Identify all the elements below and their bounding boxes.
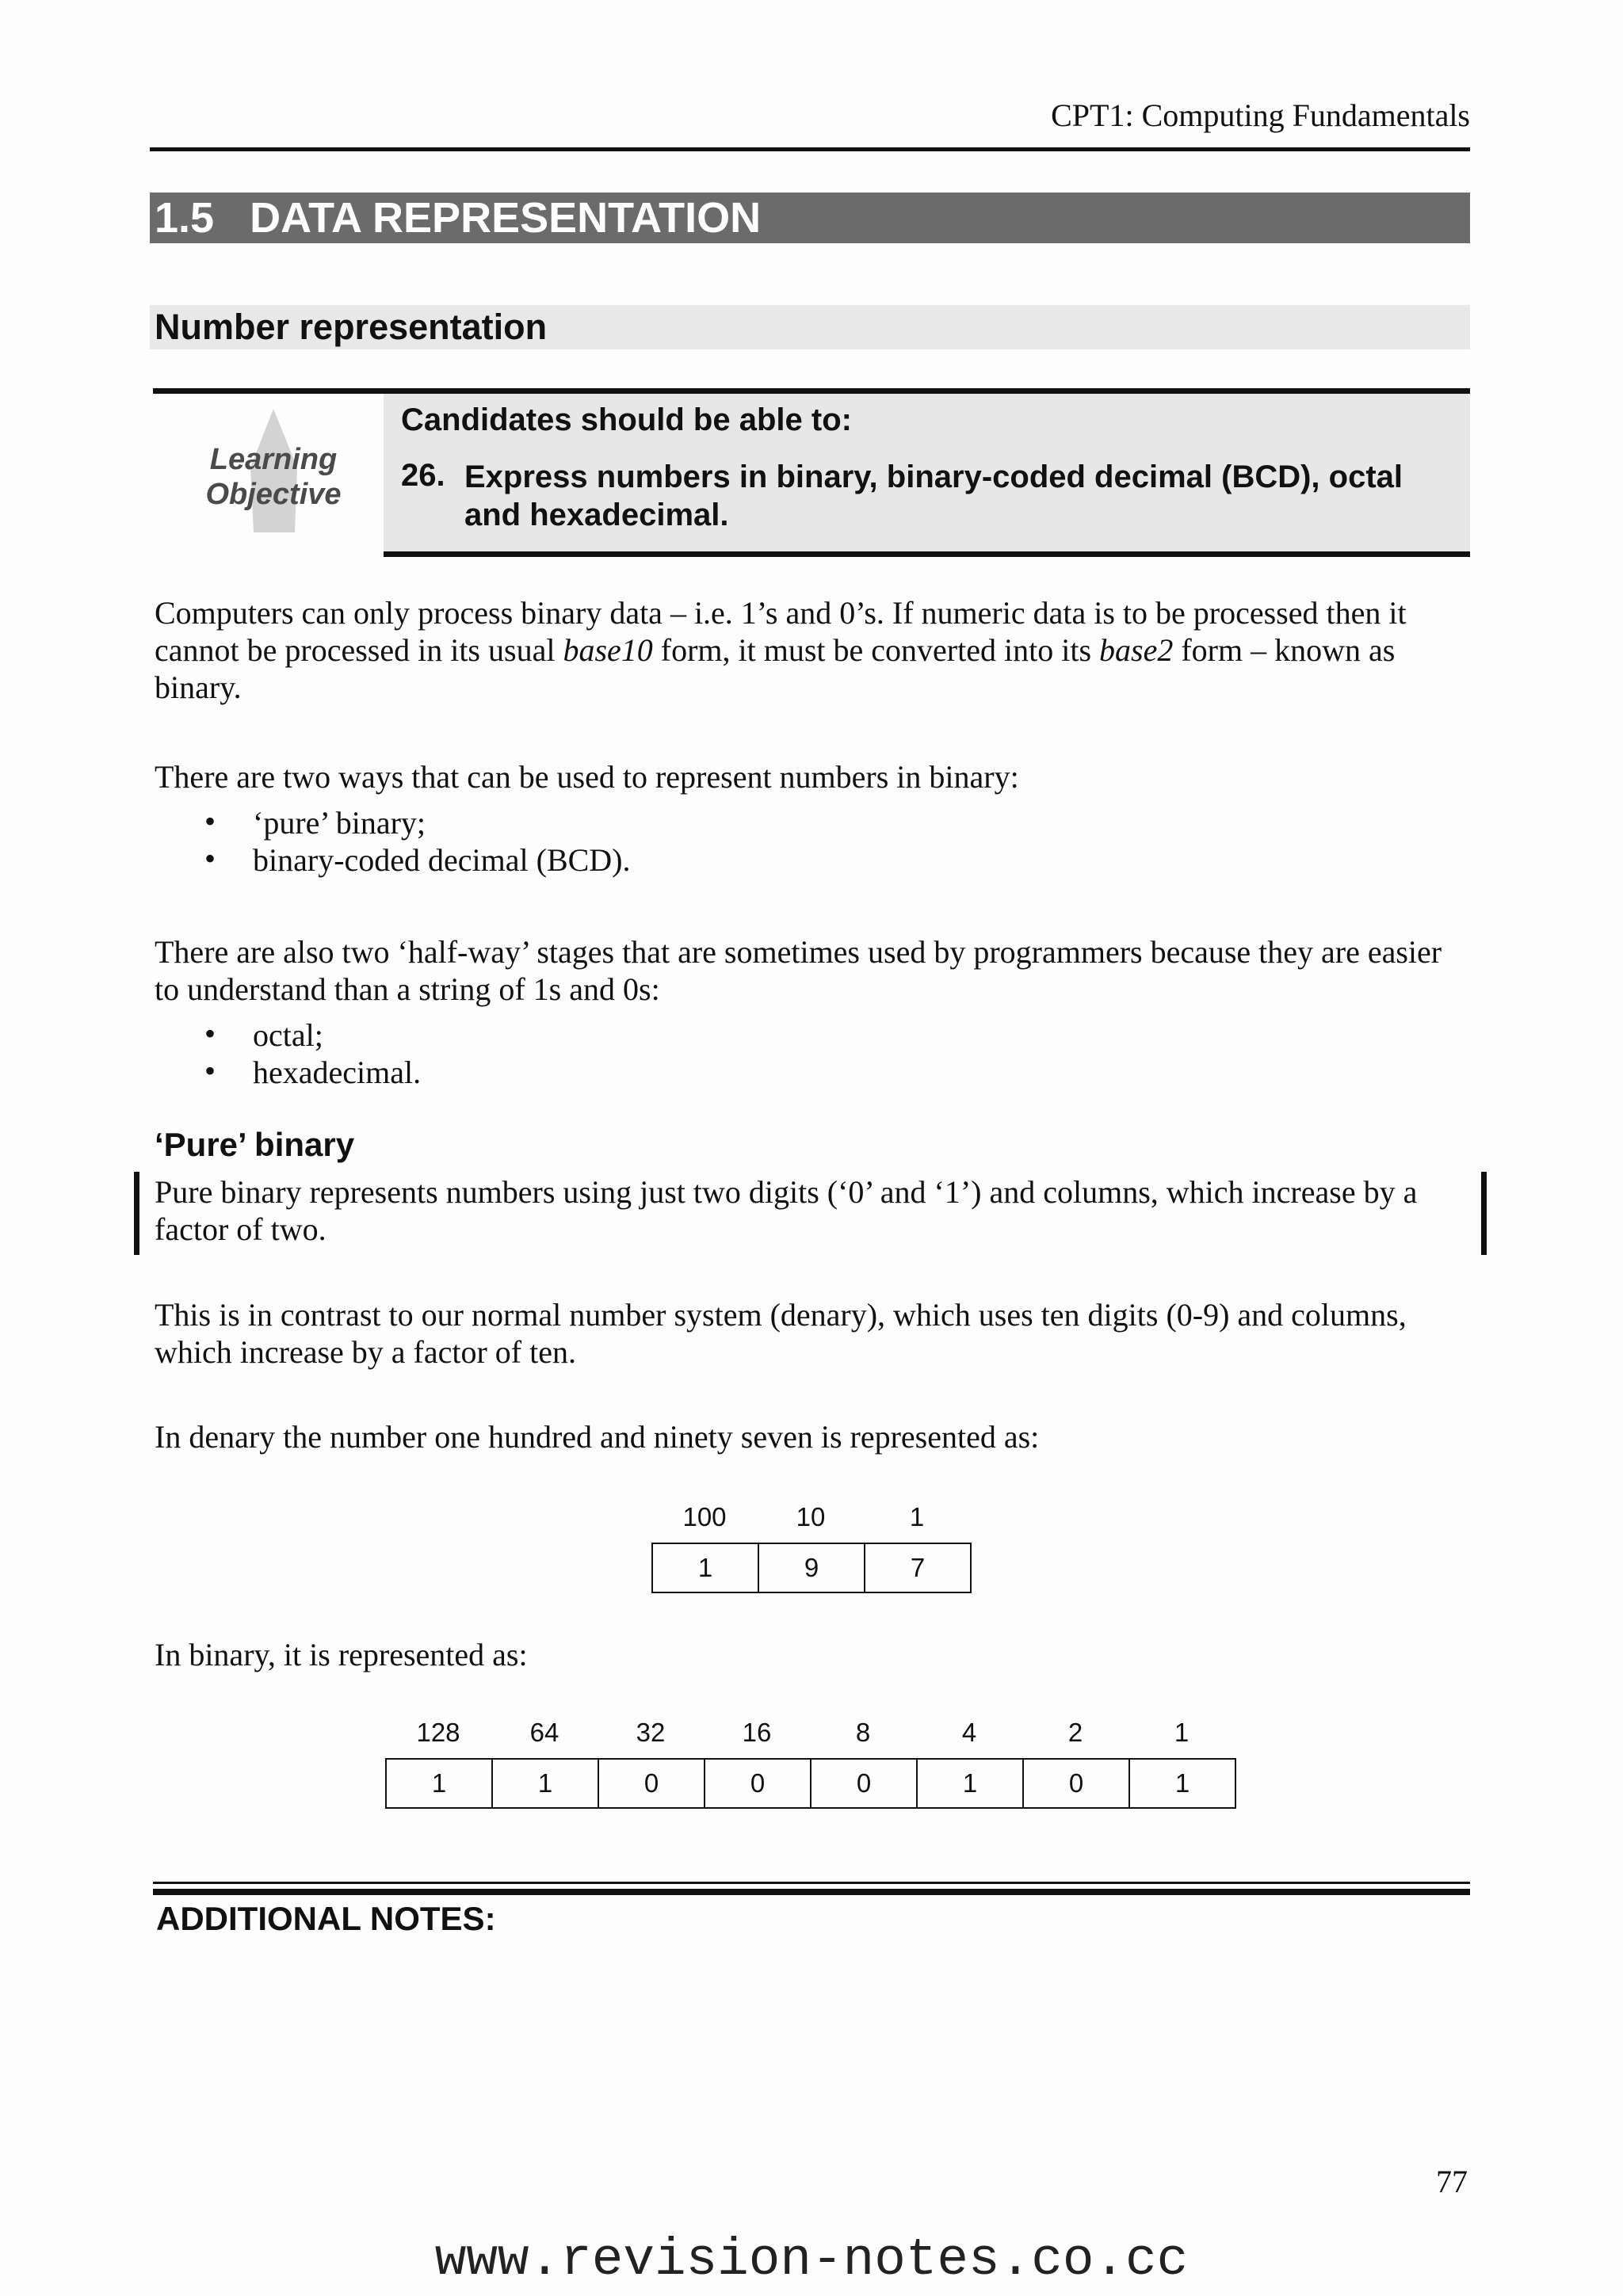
table-cell: 7	[910, 1553, 926, 1582]
subsection-title: Number representation	[150, 305, 1470, 349]
running-header: CPT1: Computing Fundamentals	[1051, 97, 1470, 133]
halfway-lead: There are also two ‘half-way’ stages that are sometimes used by programmers because they are easier to understand than a string of 1s and 0s:	[155, 934, 1442, 1007]
intro-text-2: form, it must be converted into its	[652, 632, 1100, 668]
list-item: ‘pure’ binary;	[253, 805, 426, 841]
table-header-cell: 8	[855, 1718, 871, 1747]
notes-rule-thin	[153, 1882, 1470, 1884]
table-cell: 1	[387, 1760, 493, 1807]
section-title: 1.5 DATA REPRESENTATION	[150, 193, 1470, 243]
learning-objective-logo	[190, 404, 357, 539]
denary-table-headers	[651, 1502, 970, 1532]
objective-number: 26.	[401, 458, 445, 493]
intro-text-1: Computers can only process binary data – i.e. 1’s and 0’s. If numeric data is to be processed then it cannot be processed in its usual	[155, 595, 1407, 668]
table-header-cell: 16	[742, 1718, 772, 1747]
objective-top-rule	[153, 388, 1470, 394]
pure-binary-paragraph-2: This is in contrast to our normal number system (denary), which uses ten digits (0-9) and columns, which increase by a factor of ten.	[155, 1297, 1407, 1370]
table-header-cell: 64	[529, 1718, 559, 1747]
additional-notes-heading: ADDITIONAL NOTES:	[156, 1900, 496, 1937]
intro-text-3: form – known as binary.	[155, 632, 1396, 705]
header-rule	[150, 147, 1470, 151]
intro-emphasis-base10: base10	[563, 632, 653, 668]
intro-emphasis-base2: base2	[1099, 632, 1174, 668]
table-cell: 1	[1174, 1768, 1190, 1798]
list-item: hexadecimal.	[253, 1055, 422, 1090]
table-header-cell: 100	[682, 1502, 727, 1531]
table-cell: 0	[705, 1760, 812, 1807]
bullet-icon: •	[204, 1053, 216, 1089]
table-cell: 0	[1024, 1760, 1130, 1807]
logo-text-line1: Learning	[209, 443, 338, 476]
table-header-cell: 1	[1174, 1718, 1190, 1747]
watermark: www.revision-notes.co.cc	[434, 2230, 1189, 2290]
table-cell: 0	[599, 1760, 705, 1807]
change-bar-right	[1481, 1172, 1487, 1255]
table-cell: 1	[493, 1760, 599, 1807]
bullet-icon: •	[204, 841, 216, 876]
objective-heading: Candidates should be able to:	[401, 402, 852, 437]
table-header-cell: 10	[796, 1502, 826, 1531]
logo-text-line2: Objective	[205, 478, 342, 511]
binary-table	[385, 1758, 1236, 1809]
objective-text: Express numbers in binary, binary-coded decimal (BCD), octal and hexadecimal.	[464, 460, 1403, 532]
table-cell: 0	[812, 1760, 918, 1807]
pure-binary-paragraph-1: Pure binary represents numbers using just two digits (‘0’ and ‘1’) and columns, which increase by a factor of two.	[155, 1174, 1418, 1247]
table-header-cell: 32	[636, 1718, 666, 1747]
table-header-cell: 1	[909, 1502, 925, 1531]
notes-rule-thick	[153, 1889, 1470, 1895]
bullet-icon: •	[204, 1016, 216, 1051]
bullet-icon: •	[204, 803, 216, 839]
list-item: octal;	[253, 1017, 323, 1053]
table-header-cell: 2	[1067, 1718, 1083, 1747]
pure-binary-paragraph-3: In denary the number one hundred and ninety seven is represented as:	[155, 1419, 1040, 1455]
table-header-cell: 128	[416, 1718, 460, 1747]
page-number: 77	[1436, 2164, 1468, 2199]
intro-paragraph	[155, 594, 1470, 706]
table-cell: 9	[759, 1544, 865, 1592]
denary-table	[651, 1543, 972, 1593]
binary-table-headers	[385, 1718, 1235, 1748]
pure-binary-heading: ‘Pure’ binary	[155, 1126, 355, 1163]
pure-binary-paragraph-4: In binary, it is represented as:	[155, 1637, 528, 1672]
table-header-cell: 4	[961, 1718, 977, 1747]
ways-lead: There are two ways that can be used to represent numbers in binary:	[155, 759, 1019, 795]
objective-bottom-rule	[384, 551, 1470, 557]
list-item: binary-coded decimal (BCD).	[253, 842, 631, 878]
change-bar-left	[134, 1172, 139, 1255]
table-cell: 1	[918, 1760, 1024, 1807]
table-cell: 1	[653, 1544, 759, 1592]
